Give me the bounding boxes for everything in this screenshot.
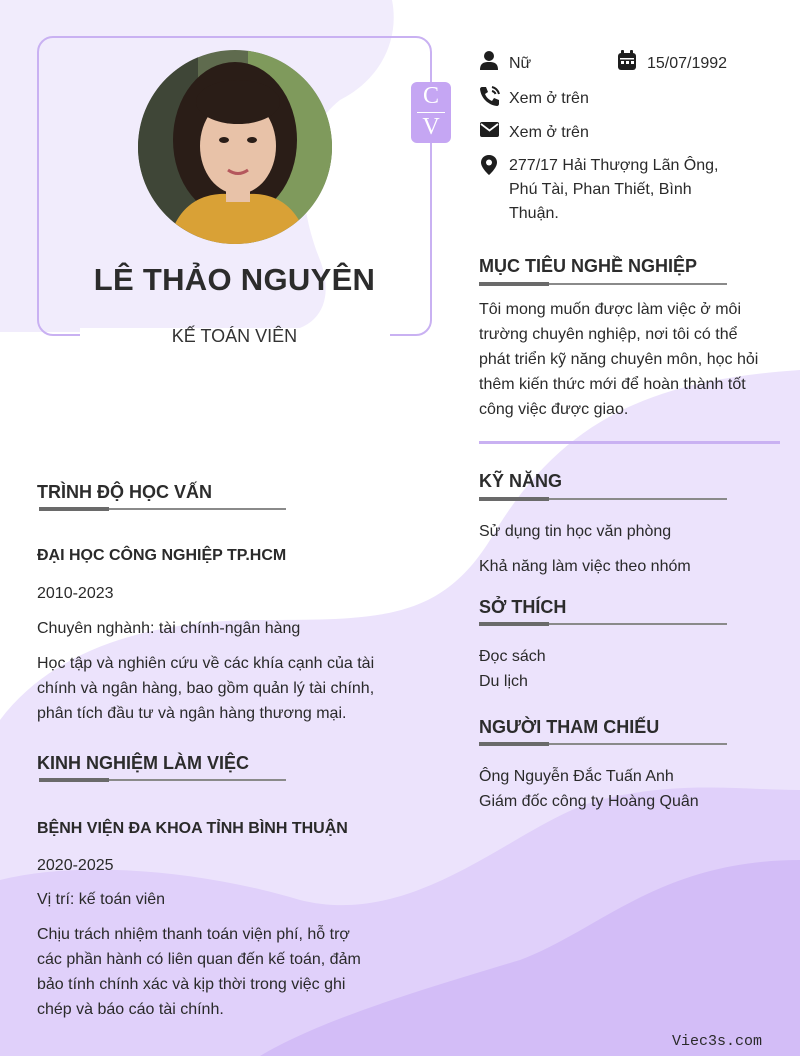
references-text — [479, 764, 779, 814]
contact-email — [479, 119, 679, 145]
birthdate-value: 15/07/1992 — [647, 55, 728, 72]
cv-letter-c: C — [422, 83, 439, 109]
experience-description — [37, 922, 417, 1022]
reference-line: Giám đốc công ty Hoàng Quân — [479, 793, 699, 810]
contact-birthdate — [617, 50, 767, 76]
experience-years: 2020-2025 — [37, 857, 114, 874]
hobbies-heading: SỞ THÍCH — [479, 597, 567, 617]
cv-badge-divider — [417, 112, 445, 113]
profile-photo — [138, 50, 332, 244]
experience-company: BỆNH VIỆN ĐA KHOA TỈNH BÌNH THUẬN — [37, 820, 348, 837]
location-pin-icon — [479, 154, 501, 176]
education-years: 2010-2023 — [37, 585, 114, 602]
education-major: Chuyên nghành: tài chính-ngân hàng — [37, 620, 301, 637]
hobby-item: Đọc sách — [479, 648, 546, 665]
experience-desc-line: các phần hành có liên quan đến kế toán, đảm — [37, 951, 361, 968]
objective-line: trường chuyên nghiệp, nơi tôi có thể — [479, 326, 738, 343]
objective-line: thêm kiến thức mới để hoàn thành tốt — [479, 376, 746, 393]
experience-heading: KINH NGHIỆM LÀM VIỆC — [37, 753, 250, 773]
skill-item: Khả năng làm việc theo nhóm — [479, 558, 691, 575]
education-school: ĐẠI HỌC CÔNG NGHIỆP TP.HCM — [37, 547, 287, 564]
objective-text — [479, 297, 789, 422]
address-line: 277/17 Hải Thượng Lãn Ông, — [509, 157, 719, 174]
education-description — [37, 651, 417, 726]
objective-heading: MỤC TIÊU NGHỀ NGHIỆP — [479, 256, 698, 276]
contact-address — [479, 154, 749, 232]
mail-icon — [479, 119, 501, 141]
experience-desc-line: bảo tính chính xác và kịp thời trong việc ghi — [37, 976, 346, 993]
education-heading: TRÌNH ĐỘ HỌC VẤN — [37, 482, 212, 502]
address-line: Phú Tài, Phan Thiết, Bình — [509, 181, 692, 198]
references-underline — [479, 743, 727, 745]
experience-desc-line: chép và báo cáo tài chính. — [37, 1001, 224, 1018]
objective-line: phát triển kỹ năng chuyên môn, học hỏi — [479, 351, 759, 368]
candidate-name: LÊ THẢO NGUYÊN — [93, 262, 376, 297]
address-line: Thuận. — [509, 205, 559, 222]
education-desc-line: Học tập và nghiên cứu về các khía cạnh của tài — [37, 655, 375, 672]
reference-line: Ông Nguyễn Đắc Tuấn Anh — [479, 768, 674, 785]
references-heading: NGƯỜI THAM CHIẾU — [479, 717, 660, 737]
job-title: KẾ TOÁN VIÊN — [171, 326, 298, 346]
objective-underline — [479, 283, 727, 285]
contact-gender — [479, 50, 609, 76]
experience-desc-line: Chịu trách nhiệm thanh toán viện phí, hỗ trợ — [37, 926, 350, 943]
cv-badge — [411, 82, 451, 143]
cv-letter-v: V — [422, 114, 440, 140]
education-underline — [39, 508, 286, 510]
education-desc-line: chính và ngân hàng, bao gồm quản lý tài chính, — [37, 680, 375, 697]
objective-line: công việc được giao. — [479, 401, 629, 418]
education-desc-line: phân tích đầu tư và ngân hàng thương mại. — [37, 705, 347, 722]
address-text — [509, 154, 719, 226]
section-divider — [479, 441, 780, 444]
avatar — [138, 50, 332, 244]
experience-underline — [39, 779, 286, 781]
experience-position: Vị trí: kế toán viên — [37, 891, 166, 908]
skills-underline — [479, 498, 727, 500]
skills-heading: KỸ NĂNG — [479, 471, 563, 491]
calendar-icon — [617, 50, 639, 72]
hobby-item: Du lịch — [479, 673, 528, 690]
phone-value: Xem ở trên — [509, 90, 589, 107]
phone-icon — [479, 85, 501, 107]
email-value: Xem ở trên — [509, 124, 589, 141]
gender-value: Nữ — [509, 55, 532, 72]
person-icon — [479, 50, 501, 72]
objective-line: Tôi mong muốn được làm việc ở môi — [479, 301, 741, 318]
skill-item: Sử dụng tin học văn phòng — [479, 523, 672, 540]
footer-brand: Viec3s.com — [671, 1033, 762, 1050]
hobbies-underline — [479, 623, 727, 625]
contact-phone — [479, 85, 679, 111]
